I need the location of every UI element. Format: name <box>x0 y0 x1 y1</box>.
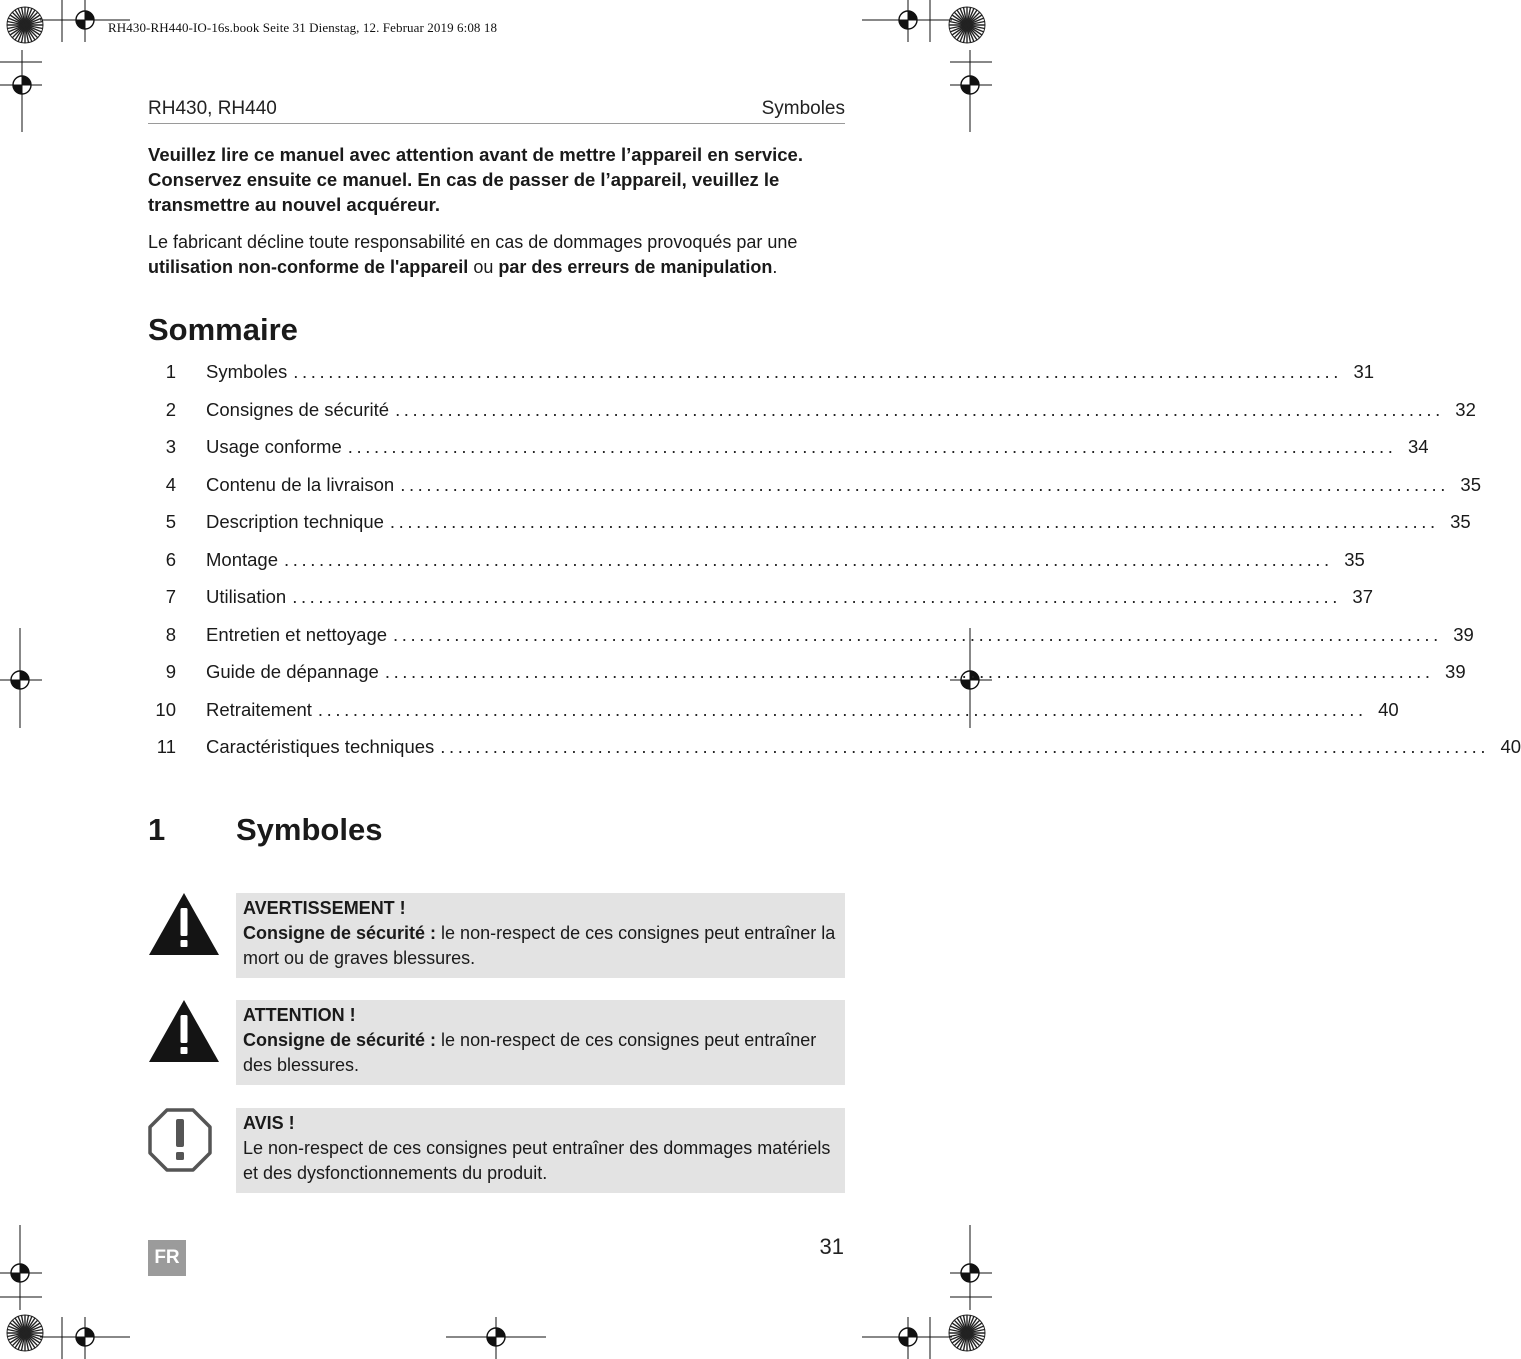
registration-mark-icon <box>899 11 917 29</box>
toc-entry[interactable] <box>148 661 1466 699</box>
toc-title: Montage <box>206 548 278 570</box>
toc-entry[interactable] <box>148 698 1399 737</box>
print-slug: RH430-RH440-IO-16s.book Seite 31 Dienstag, 12. Februar 2019 6:08 18 <box>108 20 498 35</box>
toc-page: 35 <box>1344 548 1365 570</box>
warning-notice-box <box>236 893 845 978</box>
intro-warning-paragraph: Veuillez lire ce manuel avec attention avant de mettre l’appareil en service. Conservez ensuite ce manuel. En cas de passer de l’appareil, veuillez le transmettre au nouvel acquéreur. <box>148 144 803 215</box>
color-bar-icon <box>7 1315 43 1351</box>
registration-mark-icon <box>11 671 29 689</box>
toc-entry[interactable] <box>148 436 1429 474</box>
toc-page: 35 <box>1450 511 1471 532</box>
warning-label: Consigne de sécurité : <box>243 923 437 943</box>
toc-title: Guide de dépannage <box>206 661 379 682</box>
header-model: RH430, RH440 <box>148 98 277 119</box>
color-bar-icon <box>949 1315 985 1351</box>
toc-entry[interactable] <box>148 736 1521 774</box>
warning-triangle-icon <box>148 893 220 957</box>
warning-text: le non-respect de ces consignes peut entraîner la mort ou de graves blessures. <box>243 923 836 968</box>
liability-text-mid: ou <box>468 257 499 277</box>
section-heading <box>148 812 382 848</box>
page-number: 31 <box>819 1234 844 1259</box>
toc-entry[interactable] <box>148 361 1375 399</box>
toc-number: 3 <box>165 436 176 457</box>
registration-mark-icon <box>76 11 94 29</box>
toc-title: Entretien et nettoyage <box>206 623 388 645</box>
registration-mark-icon <box>961 76 979 94</box>
color-bar-icon <box>7 7 43 43</box>
toc-entry[interactable] <box>148 623 1474 662</box>
toc-page: 37 <box>1352 586 1373 607</box>
toc-number: 4 <box>165 473 176 495</box>
toc-leader: ........................................................................................................................ <box>284 548 1333 570</box>
toc-page: 31 <box>1353 361 1375 382</box>
registration-mark-icon <box>13 76 31 94</box>
registration-mark-icon <box>11 1264 29 1282</box>
toc-number: 8 <box>165 623 176 645</box>
toc-number: 9 <box>165 661 176 682</box>
toc-title: Consignes de sécurité <box>206 398 390 420</box>
toc-entry[interactable] <box>148 586 1373 624</box>
toc-leader: ........................................................................................................................ <box>393 623 1442 645</box>
toc-number: 11 <box>156 736 176 757</box>
language-badge: FR <box>148 1240 186 1276</box>
table-of-contents <box>148 361 1521 774</box>
toc-title: Caractéristiques techniques <box>206 736 435 757</box>
caution-label: Consigne de sécurité : <box>243 1030 437 1050</box>
caution-notice-box <box>236 1000 845 1085</box>
toc-number: 5 <box>165 511 176 532</box>
header-section: Symboles <box>761 98 845 119</box>
registration-mark-icon <box>487 1328 505 1346</box>
registration-mark-icon <box>961 1264 979 1282</box>
liability-bold-2: par des erreurs de manipulation <box>498 257 773 277</box>
toc-number: 2 <box>165 398 176 420</box>
caution-triangle-icon <box>148 1000 220 1064</box>
avis-title: AVIS ! <box>243 1113 295 1133</box>
liability-bold-1: utilisation non-conforme de l'appareil <box>148 257 469 277</box>
toc-page: 40 <box>1500 736 1521 757</box>
registration-mark-icon <box>899 1328 917 1346</box>
notice-octagon-icon <box>148 1108 212 1172</box>
registration-mark-icon <box>76 1328 94 1346</box>
toc-title: Utilisation <box>206 586 287 607</box>
toc-page: 39 <box>1453 623 1474 645</box>
avis-notice <box>148 1108 845 1193</box>
toc-number: 6 <box>165 548 176 570</box>
toc-leader: ........................................................................................................................ <box>347 436 1397 457</box>
toc-number: 10 <box>155 698 176 720</box>
toc-page: 34 <box>1407 436 1429 457</box>
toc-title: Description technique <box>206 511 384 532</box>
toc-page: 39 <box>1445 661 1466 682</box>
warning-title: AVERTISSEMENT ! <box>243 898 406 918</box>
section-title: Symboles <box>236 812 383 847</box>
toc-entry[interactable] <box>148 473 1481 512</box>
toc-page: 35 <box>1460 473 1481 495</box>
toc-entry[interactable] <box>148 511 1471 549</box>
toc-title: Symboles <box>206 361 288 382</box>
liability-paragraph <box>148 230 853 280</box>
section-number: 1 <box>148 812 166 847</box>
toc-leader: ........................................................................................................................ <box>440 736 1490 757</box>
caution-title: ATTENTION ! <box>243 1005 356 1025</box>
toc-page: 40 <box>1378 698 1399 720</box>
toc-leader: ........................................................................................................................ <box>400 473 1449 495</box>
avis-text: Le non-respect de ces consignes peut entraîner des dommages matériels et des dysfonctionnements du produit. <box>243 1138 831 1183</box>
toc-number: 1 <box>165 361 176 382</box>
toc-title: Retraitement <box>206 698 312 720</box>
toc-number: 7 <box>165 586 176 607</box>
toc-leader: ........................................................................................................................ <box>292 586 1341 607</box>
avis-notice-box <box>236 1108 845 1193</box>
caution-text: le non-respect de ces consignes peut entraîner des blessures. <box>243 1030 817 1075</box>
toc-entry[interactable] <box>148 548 1365 587</box>
toc-title: Usage conforme <box>206 436 342 457</box>
color-bar-icon <box>949 7 985 43</box>
running-header <box>148 98 845 124</box>
toc-leader: ........................................................................................................................ <box>395 398 1444 420</box>
toc-leader: ........................................................................................................................ <box>389 511 1439 532</box>
toc-page: 32 <box>1455 398 1476 420</box>
caution-notice <box>148 1000 845 1085</box>
toc-entry[interactable] <box>148 398 1476 437</box>
toc-title: Contenu de la livraison <box>206 473 395 495</box>
toc-leader: ........................................................................................................................ <box>384 661 1434 682</box>
warning-notice <box>148 893 845 978</box>
toc-leader: ........................................................................................................................ <box>293 361 1343 382</box>
toc-heading: Sommaire <box>148 312 298 347</box>
liability-text-start: Le fabricant décline toute responsabilité en cas de dommages provoqués par une <box>148 232 798 252</box>
toc-leader: ........................................................................................................................ <box>317 698 1367 720</box>
liability-text-end: . <box>772 257 778 277</box>
